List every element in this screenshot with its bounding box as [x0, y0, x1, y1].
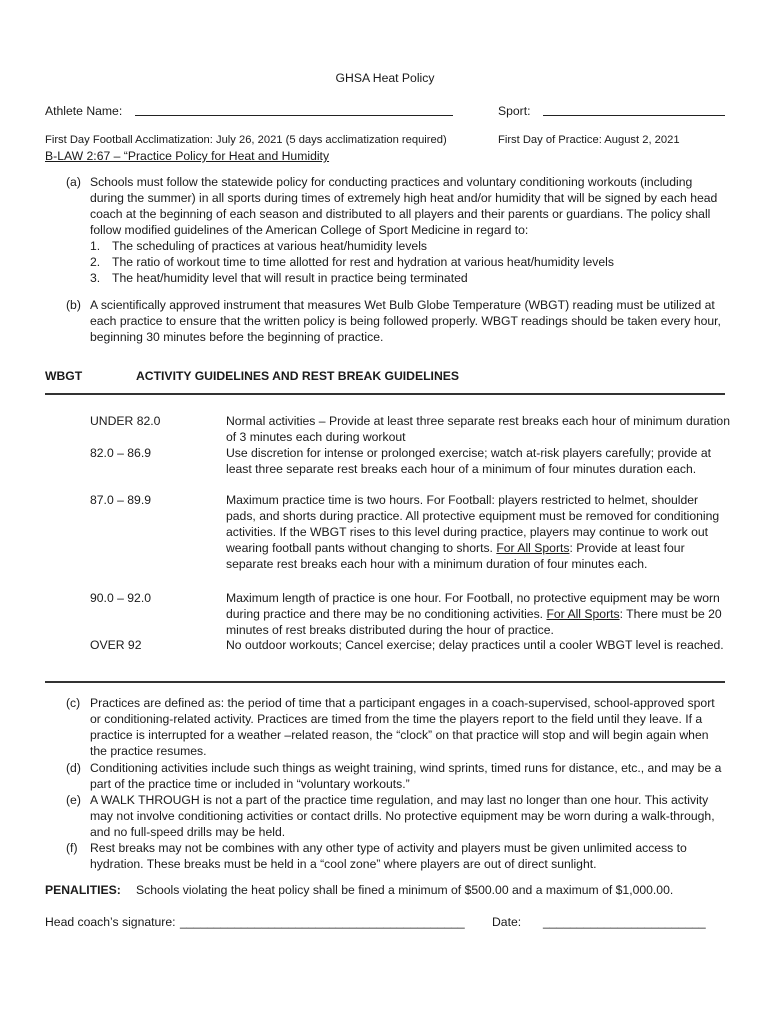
section-d: (d) Conditioning activities include such things as weight training, wind sprints, timed runs for distance, etc., and may be a part of the practice time or included in “voluntary workouts.” — [66, 761, 722, 791]
wbgt-range: 87.0 – 89.9 — [90, 493, 151, 507]
section-c: (c) Practices are defined as: the period of time that a participant engages in a coach-supervised, school-approved sport or conditioning-related activity. Practices are timed from the time the players report to the field until they leave. If a practice is interrupted for a weather –related reason, the “clock” on that practice will stop and will begin again when the practice resumes. — [66, 696, 715, 758]
guideline-text: No outdoor workouts; Cancel exercise; delay practices until a cooler WBGT level is reached. — [226, 638, 724, 652]
page-title: GHSA Heat Policy — [335, 71, 435, 85]
table-row — [90, 590, 730, 638]
guideline-text: Normal activities – Provide at least three separate rest breaks each hour of minimum duration of 3 minutes each during workout — [226, 414, 730, 444]
table-bottom-rule — [45, 681, 725, 683]
guideline-text: Maximum length of practice is one hour. For Football, no protective equipment may be worn during practice and there may be no conditioning activities. For All Sports: There must be 20 minutes of rest breaks distributed during the hour of practice. — [226, 591, 722, 637]
section-a-label: (a) — [66, 175, 81, 189]
acclimatization-date: First Day Football Acclimatization: July 26, 2021 (5 days acclimatization required) — [45, 134, 447, 146]
table-row — [90, 637, 730, 653]
first-practice-date: First Day of Practice: August 2, 2021 — [498, 134, 680, 146]
sport-label: Sport: — [498, 104, 531, 118]
guidelines-column-header: ACTIVITY GUIDELINES AND REST BREAK GUIDELINES — [136, 369, 459, 383]
wbgt-range: OVER 92 — [90, 638, 142, 652]
section-b-text: A scientifically approved instrument that measures Wet Bulb Globe Temperature (WBGT) reading must be utilized at each practice to ensure that the written policy is being followed properly. WBGT readings should be taken every hour, beginning 30 minutes before the beginning of practice. — [90, 298, 721, 344]
section-f: (f) Rest breaks may not be combines with any other type of activity and players must be given unlimited access to hydration. These breaks must be held in a “cool zone” where players are out of direct sunlight. — [66, 841, 687, 871]
list-item: 1. The scheduling of practices at various heat/humidity levels — [90, 239, 428, 253]
section-a — [66, 174, 726, 286]
table-row — [90, 413, 730, 445]
wbgt-range: 82.0 – 86.9 — [90, 446, 151, 460]
guideline-text: Use discretion for intense or prolonged exercise; watch at-risk players carefully; provide at least three separate rest breaks each hour of a minimum of four minutes duration each. — [226, 446, 712, 476]
section-a-text: Schools must follow the statewide policy for conducting practices and voluntary conditioning workouts (including during the summer) in all sports during times of extremely high heat and/or humidity that will be signed by each head coach at the beginning of each season and distributed to all players and their parents or guardians. The policy shall follow modified guidelines of the American College of Sport Medicine in regard to: — [90, 175, 718, 237]
guideline-text: Maximum practice time is two hours. For Football: players restricted to helmet, shoulder pads, and shorts during practice. All protective equipment must be removed for conditioning activities. If the WBGT rises to this level during practice, players may continue to work out wearing football pants without changing to shorts. For All Sports: Provide at least four separate rest breaks each hour with a minimum duration of four minutes each. — [226, 493, 720, 571]
penalties-label: PENALITIES: — [45, 883, 121, 897]
bylaw-heading: B-LAW 2:67 – “Practice Policy for Heat and Humidity — [45, 149, 330, 163]
for-all-sports-label: For All Sports — [546, 607, 620, 621]
date-label: Date: — [492, 915, 522, 929]
wbgt-range: 90.0 – 92.0 — [90, 591, 151, 605]
section-b-label: (b) — [66, 298, 81, 312]
section-b — [66, 297, 726, 345]
date-field[interactable]: ________________________ — [543, 915, 706, 929]
athlete-name-label: Athlete Name: — [45, 104, 123, 118]
penalties-text: Schools violating the heat policy shall be fined a minimum of $500.00 and a maximum of $1,000.00. — [136, 883, 674, 897]
for-all-sports-label: For All Sports — [496, 541, 570, 555]
signature-label: Head coach’s signature: — [45, 915, 176, 929]
list-item: 3. The heat/humidity level that will result in practice being terminated — [90, 271, 468, 285]
list-item: 2. The ratio of workout time to time allotted for rest and hydration at various heat/humidity levels — [90, 255, 614, 269]
table-top-rule — [45, 393, 725, 395]
signature-field[interactable]: __________________________________________ — [180, 915, 465, 929]
sport-field[interactable] — [543, 101, 725, 116]
athlete-name-field[interactable] — [135, 101, 453, 116]
table-row — [90, 492, 730, 572]
section-e: (e) A WALK THROUGH is not a part of the practice time regulation, and may last no longer than one hour. This activity may not involve conditioning activities or contact drills. No protective equipment may be worn during a walk-through, and no full-speed drills may be held. — [66, 793, 715, 839]
wbgt-range: UNDER 82.0 — [90, 414, 161, 428]
wbgt-column-header: WBGT — [45, 369, 83, 383]
table-row — [90, 445, 730, 477]
